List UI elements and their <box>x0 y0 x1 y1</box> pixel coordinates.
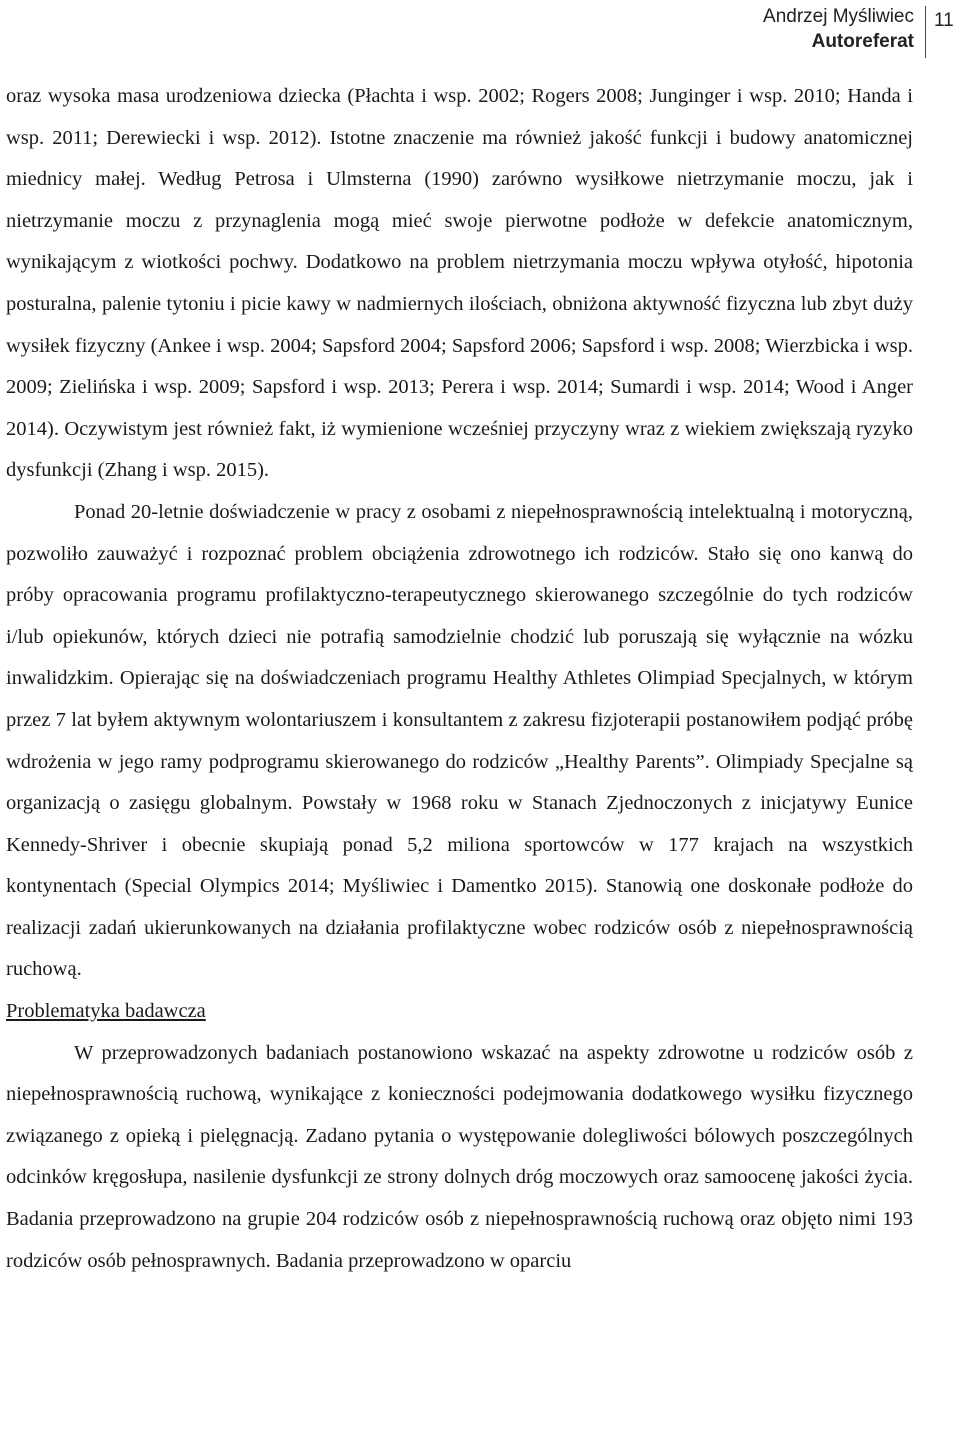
header-doc-type: Autoreferat <box>811 31 914 52</box>
header-author: Andrzej Myśliwiec <box>763 6 914 27</box>
paragraph-research: W przeprowadzonych badaniach postanowiono wskazać na aspekty zdrowotne u rodziców osób z niepełnosprawnością ruchową, wynikające z konieczności podejmowania dodatkowego wysiłku fizycznego związanego z opieką i pielęgnacją. Zadano pytania o występowanie dolegliwości bólowych poszczególnych odcinków kręgosłupa, nasilenie dysfunkcji ze strony dolnych dróg moczowych oraz samoocenę jakości życia. Badania przeprowadzono na grupie 204 rodziców osób z niepełnosprawnością ruchową oraz objęto nimi 193 rodziców osób pełnosprawnych. Badania przeprowadzono w oparciu <box>6 1041 913 1272</box>
section-heading-line <box>6 991 913 1033</box>
document-body <box>6 76 913 1282</box>
header-block <box>763 4 914 54</box>
page-number: 11 <box>934 10 954 31</box>
paragraph-continued: oraz wysoka masa urodzeniowa dziecka (Płachta i wsp. 2002; Rogers 2008; Junginger i wsp. 2010; Handa i wsp. 2011; Derewiecki i wsp. 2012). Istotne znaczenie ma również jakość funkcji i budowy anatomicznej miednicy małej. Według Petrosa i Ulmsterna (1990) zarówno wysiłkowe nietrzymanie moczu, jak i nietrzymanie moczu z przynaglenia mogą mieć swoje pierwotne podłoże w defekcie anatomicznym, wynikającym z wiotkości pochwy. Dodatkowo na problem nietrzymania moczu wpływa otyłość, hipotonia posturalna, palenie tytoniu i picie kawy w nadmiernych ilościach, obniżona aktywność fizyczna lub zbyt duży wysiłek fizyczny (Ankee i wsp. 2004; Sapsford 2004; Sapsford 2006; Sapsford i wsp. 2008; Wierzbicka i wsp. 2009; Zielińska i wsp. 2009; Sapsford i wsp. 2013; Perera i wsp. 2014; Sumardi i wsp. 2014; Wood i Anger 2014). Oczywistym jest również fakt, iż wymienione wcześniej przyczyny wraz z wiekiem zwiększają ryzyko dysfunkcji (Zhang i wsp. 2015). <box>6 85 913 482</box>
header-divider <box>925 6 926 58</box>
paragraph-experience: Ponad 20-letnie doświadczenie w pracy z osobami z niepełnosprawnością intelektualną i motoryczną, pozwoliło zauważyć i rozpoznać problem obciążenia zdrowotnego ich rodziców. Stało się ono kanwą do próby opracowania programu profilaktyczno-terapeutycznego skierowanego szczególnie do tych rodziców i/lub opiekunów, których dzieci nie potrafią samodzielnie chodzić lub poruszają się wyłącznie na wózku inwalidzkim. Opierając się na doświadczeniach programu Healthy Athletes Olimpiad Specjalnych, w którym przez 7 lat byłem aktywnym wolontariuszem i konsultantem z zakresu fizjoterapii postanowiłem podjąć próbę wdrożenia w jego ramy podprogramu skierowanego do rodziców „Healthy Parents”. Olimpiady Specjalne są organizacją o zasięgu globalnym. Powstały w 1968 roku w Stanach Zjednoczonych z inicjatywy Eunice Kennedy-Shriver i obecnie skupiają ponad 5,2 miliona sportowców w 177 krajach na wszystkich kontynentach (Special Olympics 2014; Myśliwiec i Damentko 2015). Stanowią one doskonałe podłoże do realizacji zadań ukierunkowanych na działania profilaktyczne wobec rodziców osób z niepełnosprawnością ruchową. <box>6 500 913 981</box>
page-header <box>0 4 960 58</box>
section-heading: Problematyka badawcza <box>6 1000 206 1023</box>
